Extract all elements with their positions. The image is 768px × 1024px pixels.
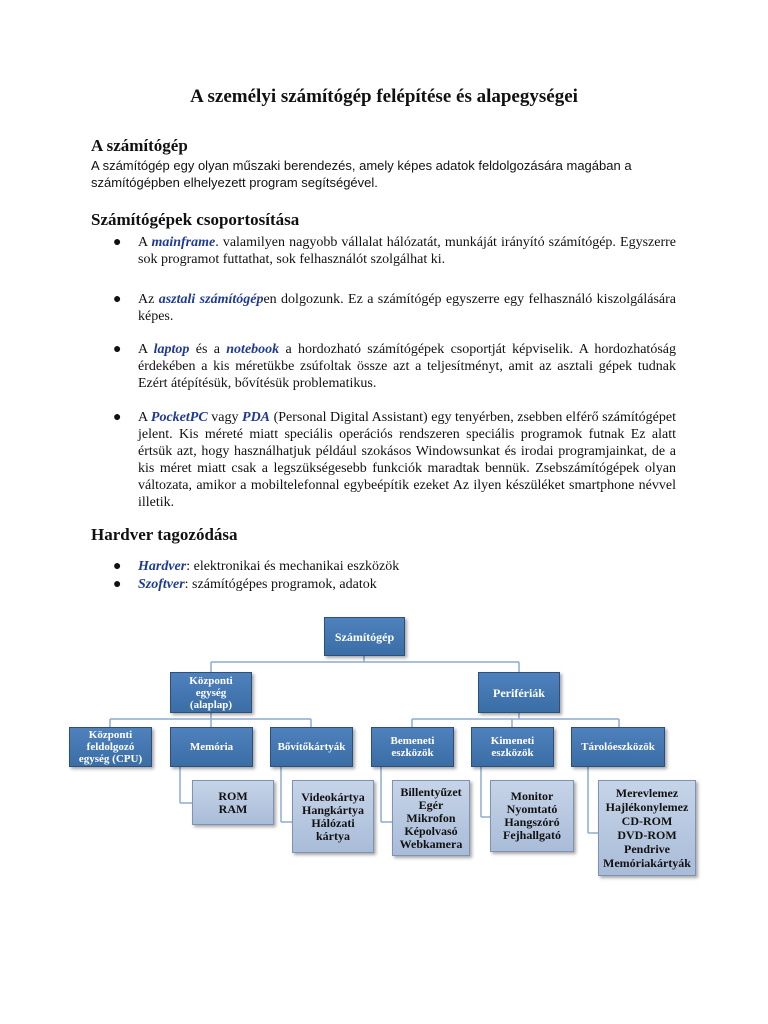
bullet-icon: ●	[113, 342, 122, 357]
item-text: en dolgozunk. Ez a számítógép egyszerre egy felhasználó kiszolgálására képes.	[138, 292, 676, 324]
node-central-unit	[170, 672, 252, 713]
node-storage-devices	[571, 727, 665, 767]
node-label: Perifériák	[493, 685, 545, 700]
section-heading-grouping: Számítógépek csoportosítása	[91, 210, 300, 229]
node-label: Memória	[189, 741, 234, 753]
node-storage-items	[598, 780, 696, 876]
node-input-devices	[371, 727, 454, 767]
bullet-icon: ●	[113, 292, 122, 307]
item-text: . valamilyen nagyobb vállalat hálózatát, munkáját irányító számítógép. Egyszerre sok programot futtathat, sok felhasználót szolgálhat ki.	[138, 235, 676, 267]
keyword-desktop: asztali számítógép	[158, 292, 264, 307]
item-text: : elektronikai és mechanikai eszközök	[186, 559, 400, 574]
list-item-mainframe	[138, 234, 676, 268]
section-heading-hardware: Hardver tagozódása	[91, 525, 238, 544]
node-label: Merevlemez Hajlékonylemez CD-ROM DVD-ROM Pendrive Memóriakártyák	[603, 786, 691, 870]
keyword-pda: PDA	[242, 410, 271, 425]
keyword-hardware: Hardver	[138, 559, 187, 574]
list-item-hardware	[138, 558, 676, 575]
item-text: (Personal Digital Assistant) egy tenyérben, zsebben elférő számítógépet jelent. Kis méreté miatt speciális operációs rendszeren speciális programok futnak Ez alatt értsük azt, hogy használhatjuk például szokásos Windowsunkat és irodai programjainkat, de a kis méret miatt csak a legszükségesebb funkciók maradtak bennük. Zsebszámítógépek olyan változata, amikor a mobiltelefonnal egybeépítik ezeket Az ilyen készüléket smartphone névvel illetik.	[138, 410, 676, 510]
node-label: Központi egység (alaplap)	[189, 674, 233, 711]
item-text: A	[138, 235, 152, 250]
node-label: Számítógép	[334, 629, 395, 644]
list-item-desktop	[138, 291, 676, 325]
item-text: vagy	[207, 410, 243, 425]
node-computer	[324, 617, 405, 656]
node-output-items	[490, 780, 574, 852]
keyword-mainframe: mainframe	[151, 235, 216, 250]
node-label: Bővítőkártyák	[277, 741, 346, 753]
keyword-software: Szoftver	[138, 577, 185, 592]
node-memory	[170, 727, 253, 767]
node-label: Videokártya Hangkártya Hálózati kártya	[301, 789, 365, 843]
bullet-icon: ●	[113, 235, 122, 250]
node-input-items	[392, 780, 470, 856]
node-label: Billentyűzet Egér Mikrofon Képolvasó Webkamera	[399, 784, 463, 851]
item-text: : számítógépes programok, adatok	[184, 577, 377, 592]
bullet-icon: ●	[113, 559, 122, 574]
node-label: Tárolóeszközök	[581, 741, 655, 753]
node-peripherals	[478, 672, 560, 713]
item-text: A	[138, 410, 151, 425]
list-item-laptop	[138, 341, 676, 392]
item-text: a hordozható számítógépek csoportját képviselik. A hordozhatóság érdekében a kis méretükbe zsúfoltak össze azt a teljesítményt, amit az asztali gépek tudnak Ezért átépítésük, bővítésük problematikus.	[138, 342, 676, 391]
section-heading-computer: A számítógép	[91, 136, 188, 155]
page-title: A személyi számítógép felépítése és alapegységei	[190, 86, 578, 107]
item-text: és a	[189, 342, 227, 357]
computer-definition: A számítógép egy olyan műszaki berendezés, amely képes adatok feldolgozására magában a számítógépben elhelyezett program segítségével.	[91, 158, 632, 190]
node-expansion-items	[292, 780, 374, 853]
bullet-icon: ●	[113, 577, 122, 592]
node-label: Központi feldolgozó egység (CPU)	[78, 729, 143, 765]
node-output-devices	[471, 727, 554, 767]
item-text: Az	[138, 292, 159, 307]
node-memory-items	[192, 780, 274, 825]
item-text: A	[138, 342, 154, 357]
node-expansion-cards	[270, 727, 353, 767]
node-label: Bemeneti eszközök	[390, 735, 435, 759]
keyword-notebook: notebook	[226, 342, 280, 357]
list-item-software	[138, 576, 676, 593]
node-label: ROM RAM	[218, 788, 248, 816]
node-label: Monitor Nyomtató Hangszóró Fejhallgató	[503, 789, 561, 842]
node-cpu	[69, 727, 152, 767]
bullet-icon: ●	[113, 410, 122, 425]
node-label: Kimeneti eszközök	[490, 735, 535, 759]
list-item-pocketpc	[138, 409, 676, 511]
keyword-pocketpc: PocketPC	[150, 410, 208, 425]
keyword-laptop: laptop	[153, 342, 190, 357]
